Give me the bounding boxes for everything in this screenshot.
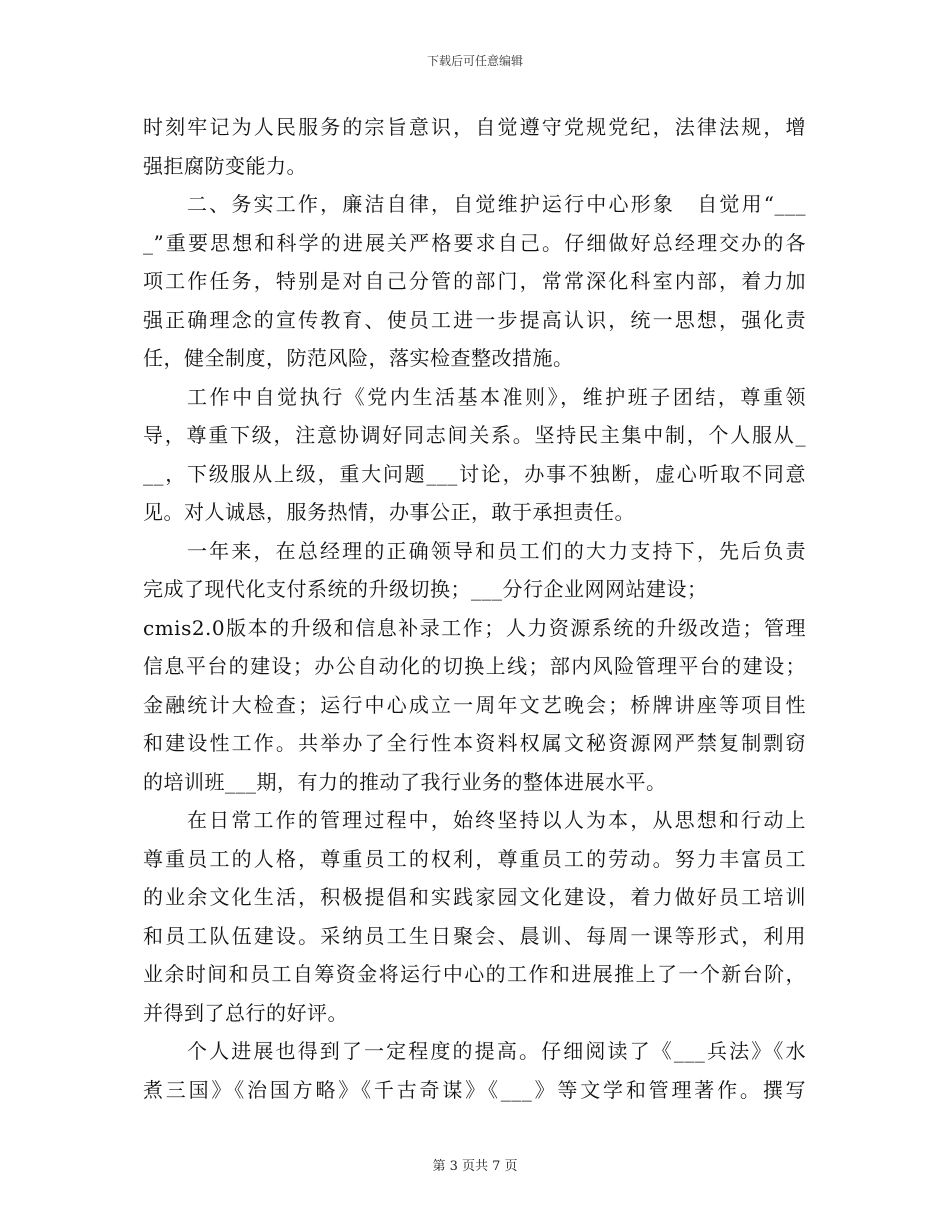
text-line: _”重要思想和科学的进展关严格要求自己。仔细做好总经理交办的各 <box>143 230 806 255</box>
text-line: 在日常工作的管理过程中，始终坚持以人为本，从思想和行动上 <box>187 808 806 832</box>
text-line: 任，健全制度，防范风险，落实检查整改措施。 <box>143 346 574 370</box>
text-line: 强正确理念的宣传教育、使员工进一步提高认识，统一思想，强化责 <box>143 307 806 332</box>
text-line: 的业余文化生活，积极提倡和实践家园文化建设，着力做好员工培训 <box>143 885 806 909</box>
text-line: 二、务实工作，廉洁自律，自觉维护运行中心形象 自觉用“___ <box>187 192 806 216</box>
text-line: 工作中自觉执行《党内生活基本准则》，维护班子团结，尊重领 <box>187 384 806 409</box>
text-line: __，下级服从上级，重大问题___讨论，办事不独断，虚心听取不同意 <box>143 461 806 486</box>
text-line: 一年来，在总经理的正确领导和员工们的大力支持下，先后负责 <box>187 538 806 563</box>
text-line: 的培训班___期，有力的推动了我行业务的整体进展水平。 <box>143 769 667 794</box>
text-line: 金融统计大检查；运行中心成立一周年文艺晚会；桥牌讲座等项目性 <box>143 692 806 717</box>
text-line: 个人进展也得到了一定程度的提高。仔细阅读了《___兵法》《水 <box>187 1039 806 1063</box>
text-line: 和员工队伍建设。采纳员工生日聚会、晨训、每周一课等形式，利用 <box>143 923 806 948</box>
text-line: 项工作任务，特别是对自己分管的部门，常常深化科室内部，着力加 <box>143 269 806 293</box>
text-line: 尊重员工的人格，尊重员工的权利，尊重员工的劳动。努力丰富员工 <box>143 846 806 871</box>
text-line: 强拒腐防变能力。 <box>143 153 307 178</box>
text-line: 并得到了总行的好评。 <box>143 1000 348 1025</box>
text-line: 信息平台的建设；办公自动化的切换上线；部内风险管理平台的建设； <box>143 654 806 678</box>
text-line: 时刻牢记为人民服务的宗旨意识，自觉遵守党规党纪，法律法规，增 <box>143 115 806 139</box>
text-line: 和建设性工作。共举办了全行性本资料权属文秘资源网严禁复制剽窃 <box>143 731 806 755</box>
document-body <box>143 108 806 1109</box>
text-line: 导，尊重下级，注意协调好同志间关系。坚持民主集中制，个人服从_ <box>143 423 806 447</box>
text-line: 完成了现代化支付系统的升级切换；___分行企业网网站建设； <box>143 577 708 601</box>
text-line: cmis2.0版本的升级和信息补录工作；人力资源系统的升级改造；管理 <box>143 615 806 640</box>
page-footer: 第 3 页共 7 页 <box>432 1159 518 1174</box>
text-line: 煮三国》《治国方略》《千古奇谋》《___》等文学和管理著作。撰写 <box>143 1077 806 1102</box>
page-header: 下载后可任意编辑 <box>426 54 523 68</box>
text-line: 业余时间和员工自筹资金将运行中心的工作和进展推上了一个新台阶， <box>143 962 806 986</box>
text-line: 见。对人诚恳，服务热情，办事公正，敢于承担责任。 <box>143 500 635 524</box>
